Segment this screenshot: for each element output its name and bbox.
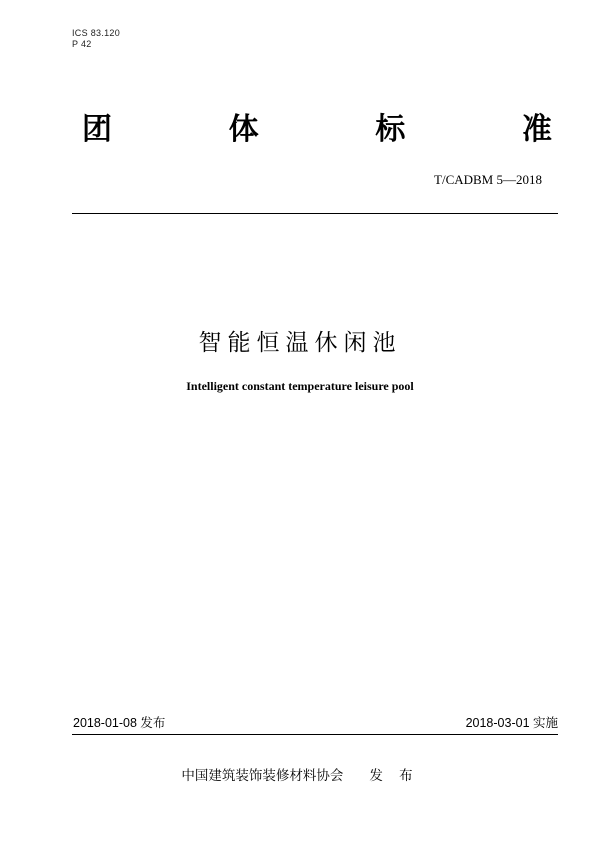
issuer-name: 中国建筑装饰装修材料协会 bbox=[181, 768, 344, 784]
standard-code: T/CADBM 5—2018 bbox=[434, 172, 542, 187]
issuer-line bbox=[0, 764, 600, 784]
implementation-date: 2018-03-01 实施 bbox=[465, 716, 558, 730]
ics-code: ICS 83.120 bbox=[72, 28, 121, 38]
standard-type-char: 标 bbox=[375, 112, 406, 147]
ccs-code: P 42 bbox=[72, 39, 92, 49]
bottom-divider bbox=[72, 734, 558, 735]
standard-type-char: 体 bbox=[228, 112, 259, 147]
title-chinese: 智能恒温休闲池 bbox=[198, 330, 402, 356]
publication-date: 2018-01-08 发布 bbox=[73, 716, 166, 730]
issuer-action: 发 布 bbox=[369, 768, 419, 784]
title-english: Intelligent constant temperature leisure pool bbox=[186, 379, 414, 393]
standard-type-char: 准 bbox=[521, 112, 552, 147]
standard-type-heading bbox=[82, 112, 552, 148]
standard-type-char: 团 bbox=[82, 112, 112, 147]
top-divider bbox=[72, 213, 558, 214]
classification-codes bbox=[72, 28, 120, 50]
